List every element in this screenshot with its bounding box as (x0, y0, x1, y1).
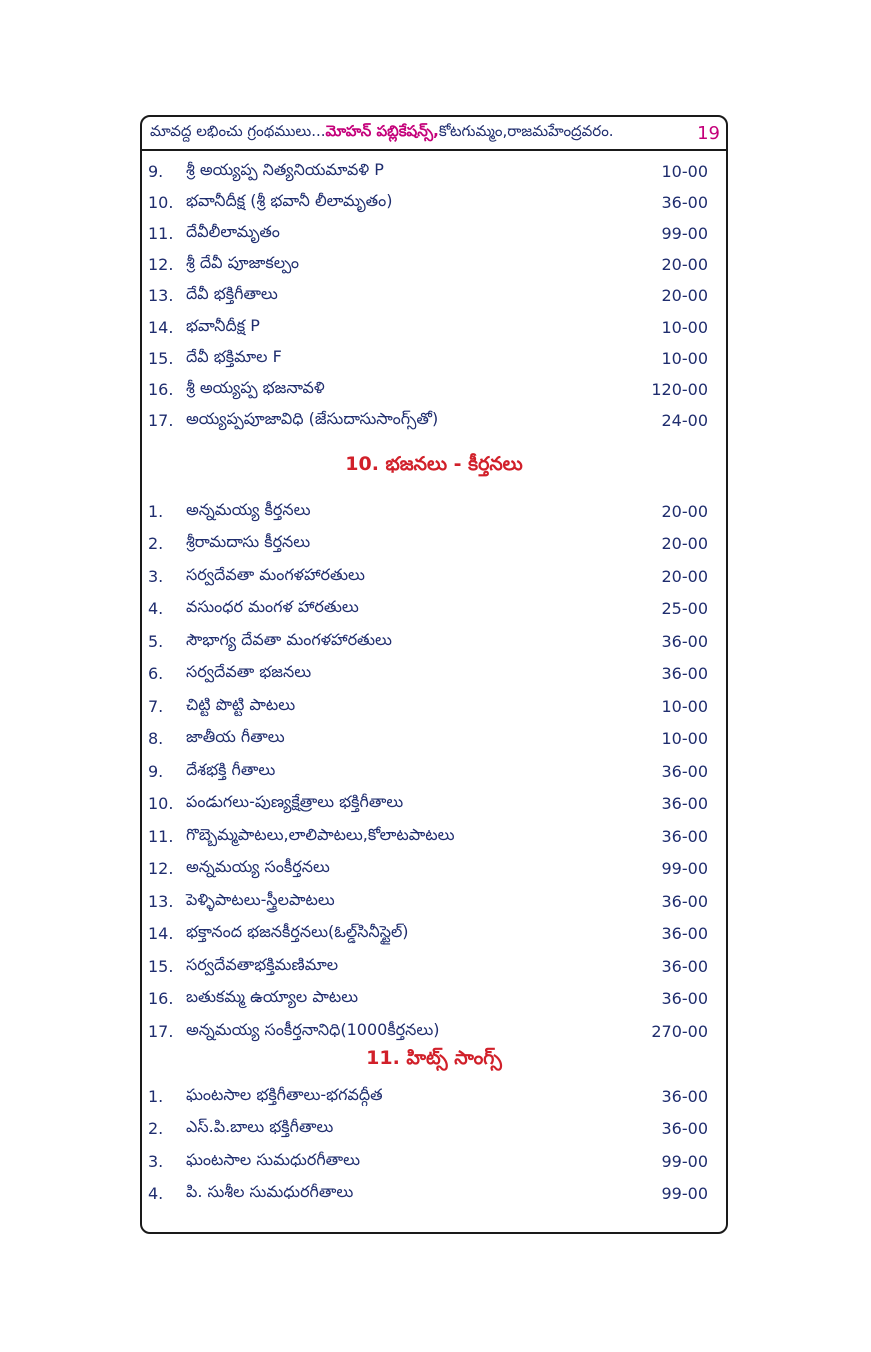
item-price: 20-00 (661, 534, 708, 553)
item-title: దేవీ భక్తిమాల F (186, 346, 282, 366)
item-price: 10-00 (661, 696, 708, 716)
publisher-address: కోటగుమ్మం,రాజమహేంద్రవరం. (438, 122, 614, 140)
list-item (142, 626, 726, 656)
item-title: పెళ్ళిపాటలు-స్త్రీలపాటలు (186, 889, 335, 909)
header-prefix: మావద్ద లభించు గ్రంథములు... (150, 122, 326, 140)
item-num: 14. (148, 317, 174, 337)
list-item (142, 187, 726, 217)
item-num: 9. (148, 161, 164, 181)
item-title: ఘంటసాల సుమధురగీతాలు (186, 1149, 361, 1169)
list-item (142, 951, 726, 981)
item-title: ఎస్.పి.బాలు భక్తిగీతాలు (186, 1117, 334, 1136)
item-title: దేశభక్తి గీతాలు (186, 759, 276, 779)
item-num: 13. (148, 286, 174, 306)
item-num: 14. (148, 924, 174, 943)
item-price: 10-00 (661, 729, 708, 748)
page-number: 19 (697, 122, 720, 144)
list-item (142, 886, 726, 916)
item-num: 15. (148, 348, 174, 368)
item-price: 99-00 (661, 223, 708, 243)
item-title: సౌభాగ్య దేవతా మంగళహారతులు (186, 629, 392, 649)
item-num: 12. (148, 255, 174, 275)
item-title: భవానీదీక్ష P (186, 315, 260, 335)
item-num: 17. (148, 1021, 174, 1041)
item-num: 3. (148, 1151, 164, 1171)
item-title: సర్వదేవతా భజనలు (186, 662, 312, 681)
item-num: 16. (148, 989, 174, 1008)
list-item (142, 250, 726, 280)
item-title: అయ్యప్పపూజావిధి (జేసుదాసుసాంగ్స్‌తో) (186, 409, 439, 429)
item-price: 99-00 (661, 859, 708, 878)
list-item (142, 156, 726, 186)
item-title: గొబ్బెమ్మపాటలు,లాలిపాటలు,కోలాటపాటలు (186, 824, 455, 844)
item-price: 36-00 (661, 924, 708, 943)
list-item (142, 756, 726, 786)
list-item (142, 496, 726, 526)
item-num: 6. (148, 664, 164, 683)
item-num: 3. (148, 566, 164, 586)
list-item (142, 406, 726, 436)
list-item (142, 919, 726, 949)
item-num: 2. (148, 1119, 164, 1138)
item-price: 99-00 (661, 1184, 708, 1203)
item-title: సర్వదేవతాభక్తిమణిమాల (186, 954, 339, 974)
item-price: 36-00 (661, 631, 708, 651)
list-item (142, 343, 726, 373)
list-item (142, 821, 726, 851)
list-item (142, 1146, 726, 1176)
item-price: 20-00 (661, 255, 708, 275)
item-price: 10-00 (661, 348, 708, 368)
list-item (142, 374, 726, 404)
catalog-frame (140, 115, 728, 1234)
section-heading-hits-songs: 11. హిట్స్ సాంగ్స్ (366, 1047, 502, 1069)
item-price: 36-00 (661, 1086, 708, 1106)
item-price: 120-00 (651, 379, 708, 399)
list-item (142, 854, 726, 884)
list-item (142, 691, 726, 721)
item-title: శ్రీ అయ్యప్ప భజనావళి (186, 377, 325, 397)
item-title: వసుంధర మంగళ హారతులు (186, 597, 359, 616)
item-title: ఘంటసాల భక్తిగీతాలు-భగవద్గీత (186, 1084, 383, 1104)
item-title: బతుకమ్మ ఉయ్యాల పాటలు (186, 987, 359, 1006)
list-item (142, 789, 726, 819)
item-price: 36-00 (661, 956, 708, 976)
item-num: 4. (148, 1184, 164, 1203)
item-price: 10-00 (661, 161, 708, 181)
item-price: 270-00 (651, 1021, 708, 1041)
item-title: పండుగలు-పుణ్యక్షేత్రాలు భక్తిగీతాలు (186, 792, 404, 811)
item-price: 36-00 (661, 1119, 708, 1138)
item-title: జాతీయ గీతాలు (186, 727, 285, 746)
item-title: భక్తానంద భజనకీర్తనలు(ఓల్డ్‌సినీస్టైల్) (186, 922, 409, 941)
item-price: 20-00 (661, 286, 708, 306)
item-price: 36-00 (661, 192, 708, 212)
item-price: 36-00 (661, 891, 708, 911)
item-price: 20-00 (661, 501, 708, 521)
item-price: 20-00 (661, 566, 708, 586)
item-title: శ్రీ దేవీ పూజాకల్పం (186, 253, 300, 273)
item-num: 15. (148, 956, 174, 976)
item-price: 25-00 (661, 599, 708, 618)
item-title: అన్నమయ్య సంకీర్తనలు (186, 857, 330, 876)
item-title: చిట్టి పొట్టి పాటలు (186, 694, 296, 714)
item-title: శ్రీరామదాసు కీర్తనలు (186, 532, 311, 551)
list-item (142, 1179, 726, 1209)
item-title: దేవీలీలామృతం (186, 221, 280, 241)
item-num: 4. (148, 599, 164, 618)
item-num: 8. (148, 729, 164, 748)
item-num: 10. (148, 794, 174, 813)
list-item (142, 1081, 726, 1111)
list-item (142, 561, 726, 591)
section-heading-bhajanalu: 10. భజనలు - కీర్తనలు (345, 453, 523, 475)
item-num: 5. (148, 631, 164, 651)
item-price: 36-00 (661, 989, 708, 1008)
list-item (142, 529, 726, 559)
item-num: 13. (148, 891, 174, 911)
page-header (142, 117, 726, 151)
item-title: భవానీదీక్ష (శ్రీ భవానీ లీలామృతం) (186, 190, 393, 210)
list-item (142, 659, 726, 689)
item-num: 10. (148, 192, 174, 212)
item-num: 1. (148, 501, 164, 521)
item-num: 12. (148, 859, 174, 878)
item-title: శ్రీ అయ్యప్ప నిత్యనియమావళి P (186, 159, 384, 179)
item-price: 36-00 (661, 826, 708, 846)
item-price: 36-00 (661, 794, 708, 813)
list-item (142, 312, 726, 342)
item-price: 99-00 (661, 1151, 708, 1171)
item-title: పి. సుశీల సుమధురగీతాలు (186, 1182, 354, 1201)
list-item (142, 1016, 726, 1046)
item-title: దేవీ భక్తిగీతాలు (186, 284, 278, 304)
item-price: 36-00 (661, 664, 708, 683)
item-price: 10-00 (661, 317, 708, 337)
item-num: 2. (148, 534, 164, 553)
item-num: 7. (148, 696, 164, 716)
list-item (142, 594, 726, 624)
list-item (142, 218, 726, 248)
item-num: 11. (148, 826, 174, 846)
item-price: 36-00 (661, 761, 708, 781)
item-num: 9. (148, 761, 164, 781)
list-item (142, 984, 726, 1014)
item-title: అన్నమయ్య సంకీర్తనానిధి(1000కీర్తనలు) (186, 1019, 440, 1039)
list-item (142, 281, 726, 311)
item-num: 11. (148, 223, 174, 243)
item-num: 17. (148, 411, 174, 431)
item-price: 24-00 (661, 411, 708, 431)
item-title: సర్వదేవతా మంగళహారతులు (186, 564, 365, 584)
item-num: 16. (148, 379, 174, 399)
publisher-name: మోహన్ పబ్లికేషన్స్, (325, 122, 439, 140)
list-item (142, 724, 726, 754)
list-item (142, 1114, 726, 1144)
item-num: 1. (148, 1086, 164, 1106)
item-title: అన్నమయ్య కీర్తనలు (186, 499, 311, 519)
